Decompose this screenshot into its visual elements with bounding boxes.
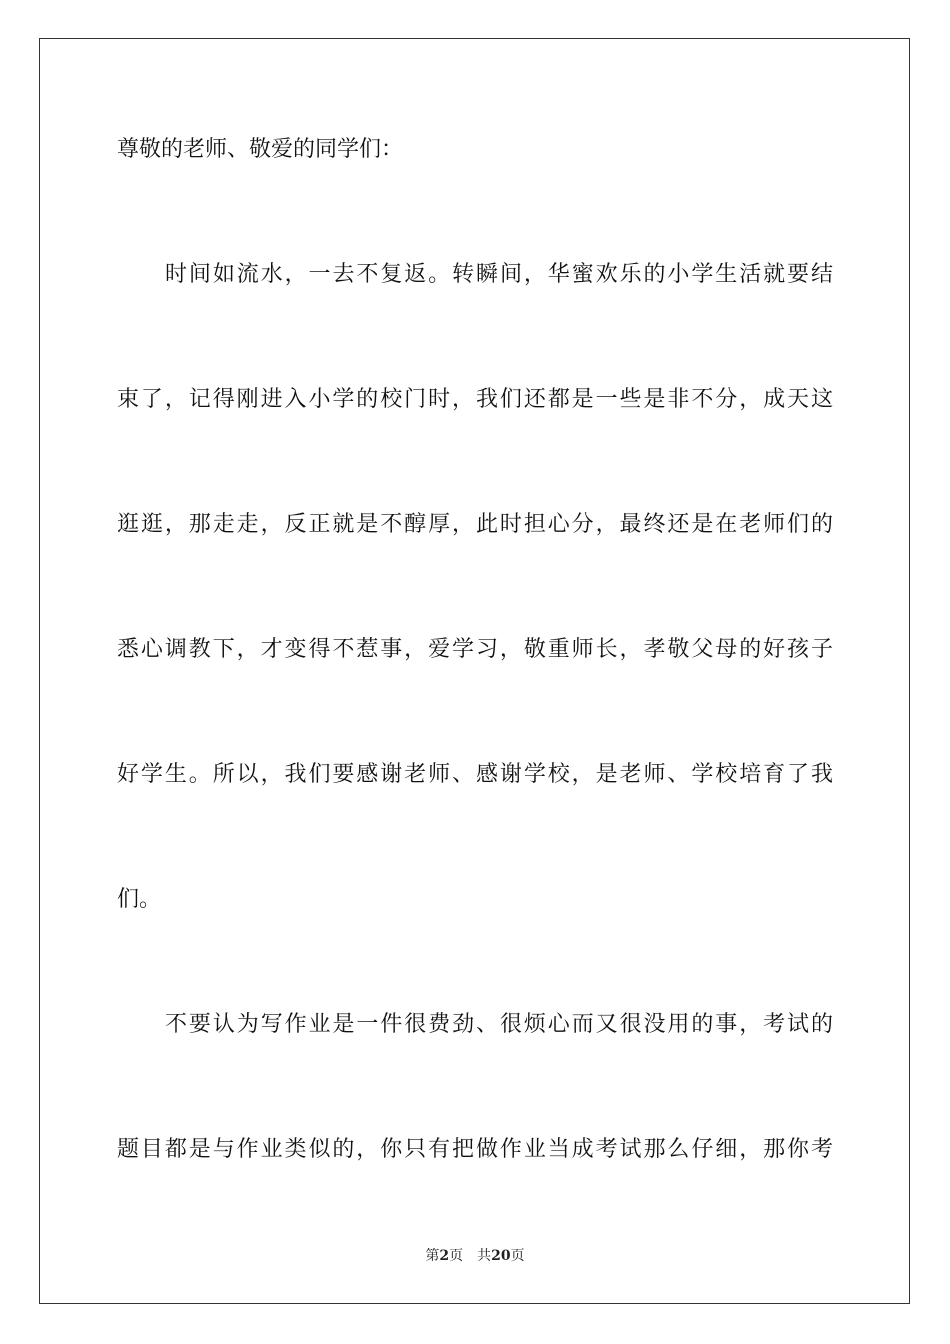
paragraph-line: 好学生。所以，我们要感谢老师、感谢学校，是老师、学校培育了我 [117, 762, 833, 787]
paragraph-line: 题目都是与作业类似的，你只有把做作业当成考试那么仔细，那你考 [117, 1137, 833, 1162]
paragraph-line: 逛逛，那走走，反正就是不醇厚，此时担心分，最终还是在老师们的 [117, 512, 833, 537]
salutation: 尊敬的老师、敬爱的同学们： [117, 137, 404, 162]
page-suffix: 页 [449, 1248, 464, 1264]
total-prefix: 共 [477, 1248, 492, 1264]
page-prefix: 第 [425, 1248, 440, 1264]
page-current: 2 [439, 1248, 450, 1264]
paragraph-line: 时间如流水，一去不复返。转瞬间，华蜜欢乐的小学生活就要结 [165, 262, 833, 287]
paragraph-line: 束了，记得刚进入小学的校门时，我们还都是一些是非不分，成天这 [117, 387, 833, 412]
page-footer [0, 1246, 950, 1266]
paragraph-line: 悉心调教下，才变得不惹事，爱学习，敬重师长，孝敬父母的好孩子 [117, 637, 833, 662]
total-suffix: 页 [510, 1248, 525, 1264]
paragraph-line: 不要认为写作业是一件很费劲、很烦心而又很没用的事，考试的 [165, 1012, 833, 1037]
page-total: 20 [491, 1248, 511, 1264]
page-frame [39, 38, 910, 1304]
paragraph-line: 们。 [117, 887, 162, 912]
